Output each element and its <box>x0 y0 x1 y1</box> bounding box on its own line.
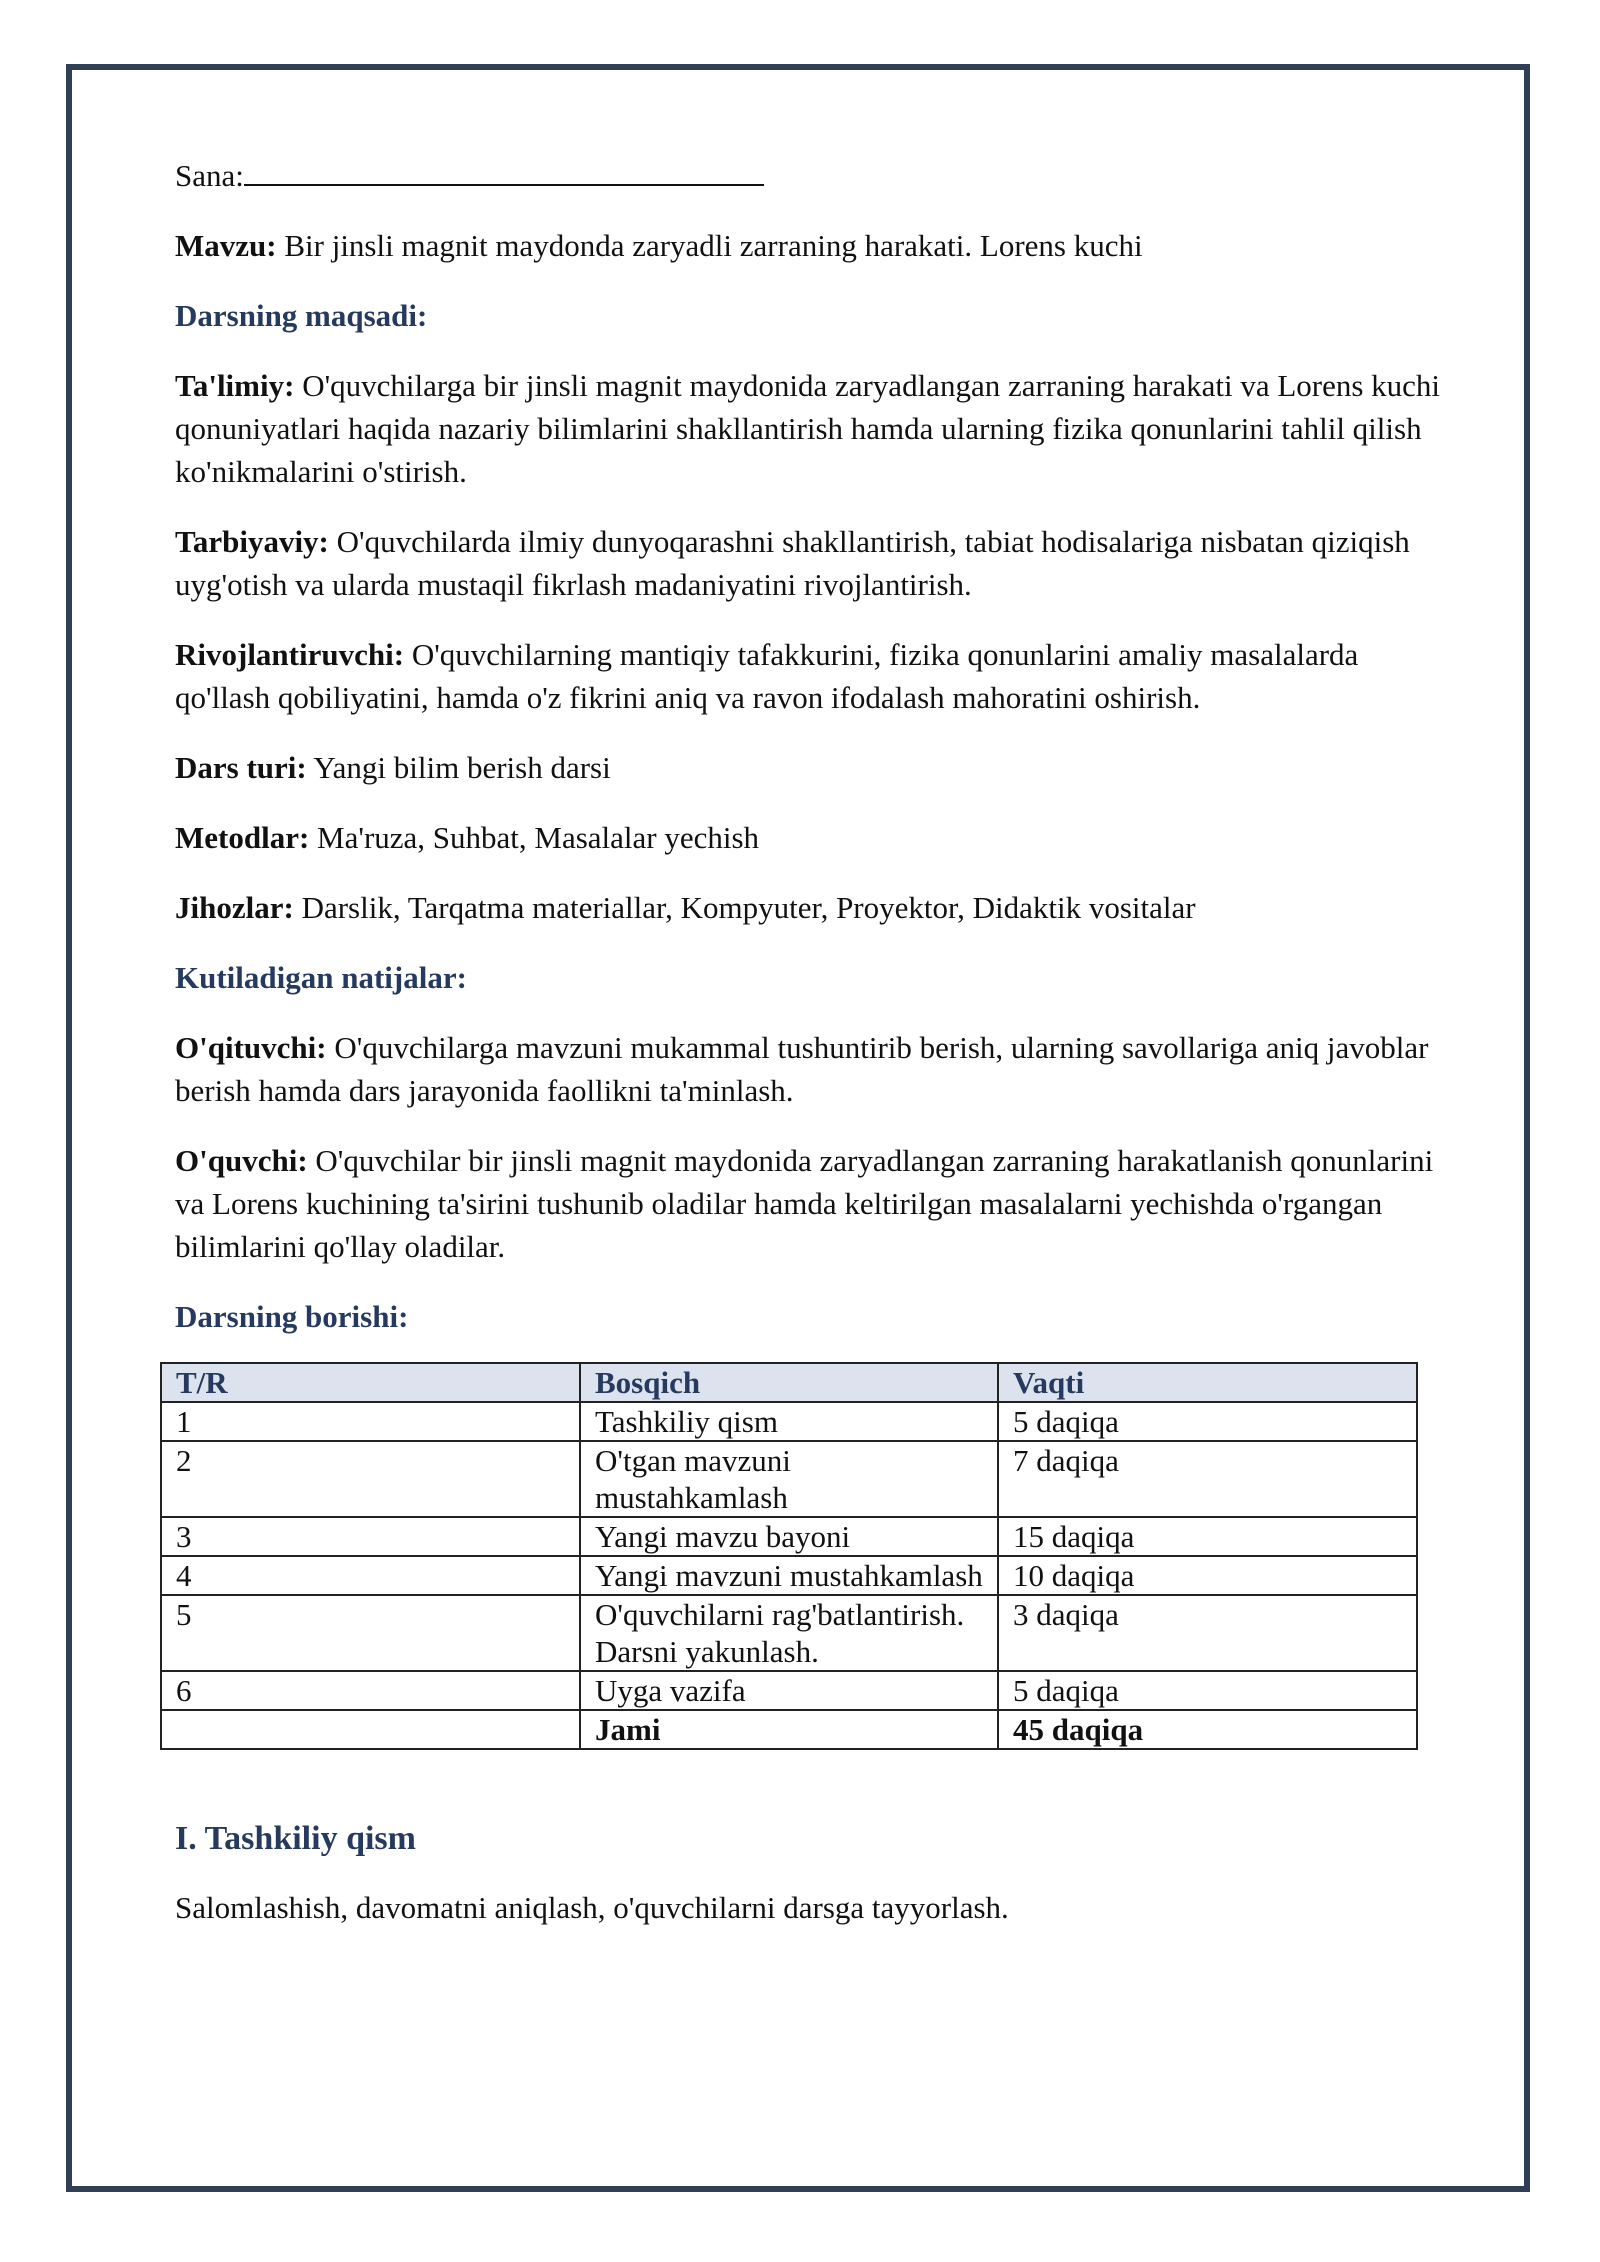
table-row <box>161 1595 1417 1671</box>
expected-results-heading: Kutiladigan natijalar: <box>175 960 467 995</box>
methods <box>175 816 1445 859</box>
developmental-text: O'quvchilarning mantiqiy tafakkurini, fizika qonunlarini amaliy masalalarda qo'llash qobiliyatini, hamda o'z fikrini aniq va ravon ifodalash mahoratini oshirish. <box>175 637 1359 715</box>
topic-text: Bir jinsli magnit maydonda zaryadli zarraning harakati. Lorens kuchi <box>276 228 1143 263</box>
row-stage: Yangi mavzu bayoni <box>580 1517 998 1556</box>
header-time: Vaqti <box>998 1363 1417 1402</box>
table-header-row <box>161 1363 1417 1402</box>
row-number: 4 <box>161 1556 580 1595</box>
developmental-label: Rivojlantiruvchi: <box>175 637 405 672</box>
row-time: 7 daqiqa <box>998 1441 1417 1517</box>
date-label: Sana: <box>175 158 244 193</box>
row-number: 3 <box>161 1517 580 1556</box>
table-row <box>161 1441 1417 1517</box>
equipment-label: Jihozlar: <box>175 890 294 925</box>
total-label: Jami <box>580 1710 998 1749</box>
section-title: I. Tashkiliy qism <box>175 1820 416 1857</box>
lesson-type <box>175 746 1445 789</box>
row-number: 6 <box>161 1671 580 1710</box>
row-number: 2 <box>161 1441 580 1517</box>
teacher-label: O'qituvchi: <box>175 1030 327 1065</box>
upbringing-label: Tarbiyaviy: <box>175 524 329 559</box>
total-number <box>161 1710 580 1749</box>
topic-paragraph <box>175 224 1445 267</box>
row-time: 5 daqiqa <box>998 1671 1417 1710</box>
date-line <box>175 150 1445 197</box>
row-time: 10 daqiqa <box>998 1556 1417 1595</box>
row-number: 5 <box>161 1595 580 1671</box>
row-time: 15 daqiqa <box>998 1517 1417 1556</box>
equipment <box>175 886 1445 929</box>
topic-label: Mavzu: <box>175 228 277 263</box>
lesson-flow-heading: Darsning borishi: <box>175 1299 409 1334</box>
methods-label: Metodlar: <box>175 820 310 855</box>
document-body <box>175 150 1445 1365</box>
student-label: O'quvchi: <box>175 1143 308 1178</box>
row-stage: Tashkiliy qism <box>580 1402 998 1441</box>
equipment-text: Darslik, Tarqatma materiallar, Kompyuter, Proyektor, Didaktik vositalar <box>293 890 1196 925</box>
row-time: 3 daqiqa <box>998 1595 1417 1671</box>
table-row <box>161 1556 1417 1595</box>
student-text: O'quvchilar bir jinsli magnit maydonida zaryadlangan zarraning harakatlanish qonunlarini va Lorens kuchining ta'sirini tushunib oladilar hamda keltirilgan masalalarni yechishda o'rgangan bilimlarini qo'llay oladilar. <box>175 1143 1434 1264</box>
educational-label: Ta'limiy: <box>175 368 295 403</box>
teacher-result <box>175 1026 1445 1112</box>
lesson-type-label: Dars turi: <box>175 750 307 785</box>
student-result <box>175 1139 1445 1268</box>
table-row <box>161 1671 1417 1710</box>
table-row <box>161 1517 1417 1556</box>
date-blank <box>244 150 764 186</box>
upbringing-text: O'quvchilarda ilmiy dunyoqarashni shakllantirish, tabiat hodisalariga nisbatan qiziqish uyg'otish va ularda mustaqil fikrlash madaniyatini rivojlantirish. <box>175 524 1410 602</box>
upbringing-goal <box>175 520 1445 606</box>
section-text: Salomlashish, davomatni aniqlash, o'quvchilarni darsga tayyorlash. <box>175 1890 1009 1925</box>
row-number: 1 <box>161 1402 580 1441</box>
row-stage: Uyga vazifa <box>580 1671 998 1710</box>
goals-heading: Darsning maqsadi: <box>175 298 428 333</box>
developmental-goal <box>175 633 1445 719</box>
methods-text: Ma'ruza, Suhbat, Masalalar yechish <box>309 820 760 855</box>
row-time: 5 daqiqa <box>998 1402 1417 1441</box>
row-stage: O'quvchilarni rag'batlantirish. Darsni yakunlash. <box>580 1595 998 1671</box>
educational-text: O'quvchilarga bir jinsli magnit maydonida zaryadlangan zarraning harakati va Lorens kuchi qonuniyatlari haqida nazariy bilimlarini shakllantirish hamda ularning fizika qonunlarini tahlil qilish ko'nikmalarini o'stirish. <box>175 368 1441 489</box>
lesson-type-text: Yangi bilim berish darsi <box>306 750 611 785</box>
teacher-text: O'quvchilarga mavzuni mukammal tushuntirib berish, ularning savollariga aniq javoblar berish hamda dars jarayonida faollikni ta'minlash. <box>175 1030 1429 1108</box>
row-stage: O'tgan mavzuni mustahkamlash <box>580 1441 998 1517</box>
table-row <box>161 1402 1417 1441</box>
header-stage: Bosqich <box>580 1363 998 1402</box>
educational-goal <box>175 364 1445 493</box>
header-number: T/R <box>161 1363 580 1402</box>
lesson-plan-table <box>160 1362 1418 1750</box>
total-time: 45 daqiqa <box>998 1710 1417 1749</box>
row-stage: Yangi mavzuni mustahkamlash <box>580 1556 998 1595</box>
table-total-row <box>161 1710 1417 1749</box>
